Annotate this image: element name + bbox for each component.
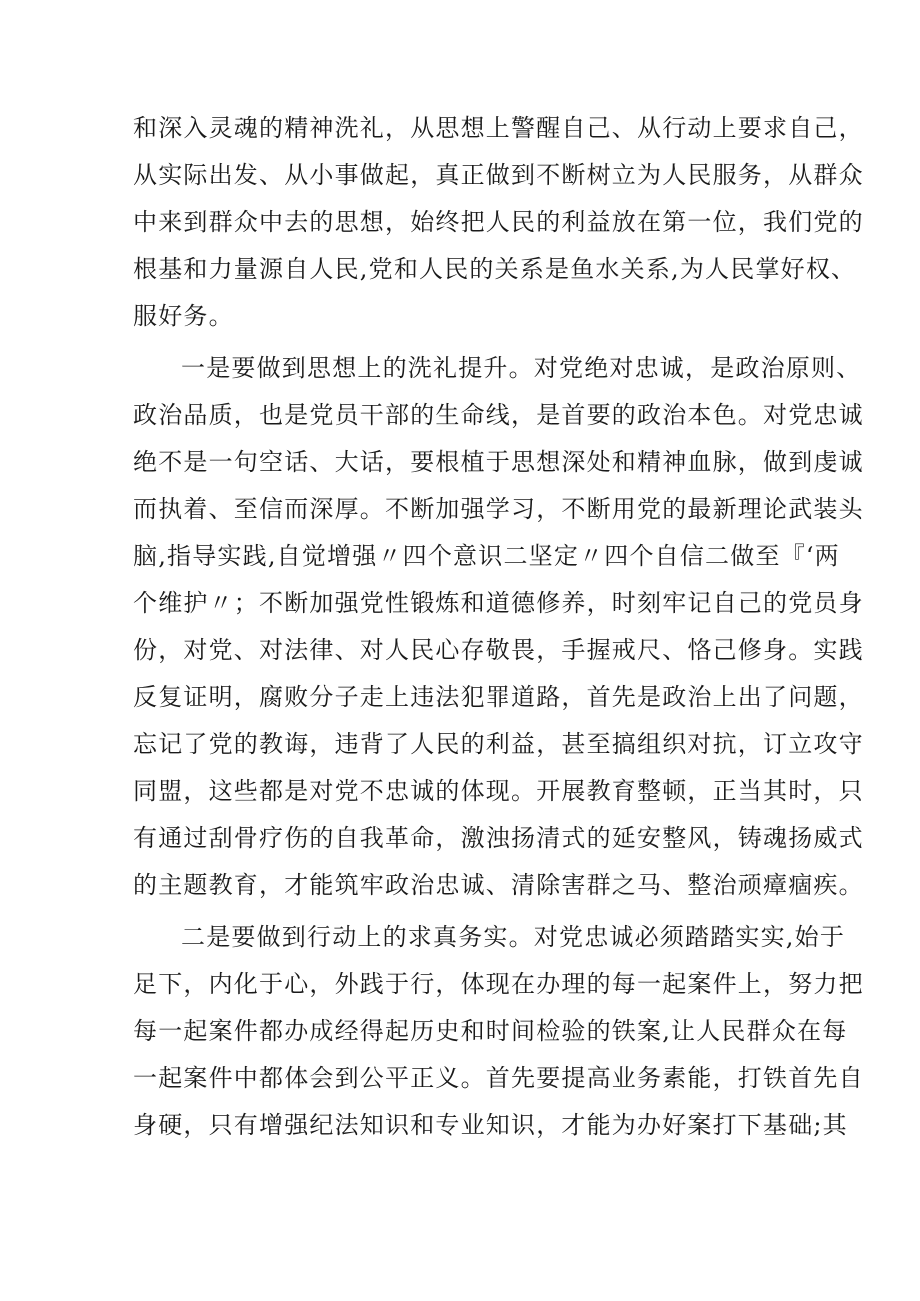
- paragraph-1-line-1: 和深入灵魂的精神洗礼，从思想上警醒自己、从行动上要求自己，: [133, 114, 864, 142]
- paragraph-2-line-4: 而执着、至信而深厚。不断加强学习，不断用党的最新理论武装头: [133, 495, 864, 523]
- paragraph-2-line-3: 绝不是一句空话、大话，要根植于思想深处和精神血脉，做到虔诚: [133, 448, 864, 476]
- paragraph-3-line-5: 身硬，只有增强纪法知识和专业知识，才能为办好案打下基础;其: [133, 1111, 848, 1139]
- paragraph-2-line-6: 个维护〃；不断加强党性锻炼和道德修养，时刻牢记自己的党员身: [133, 589, 864, 617]
- paragraph-2-line-12: 的主题教育，才能筑牢政治忠诚、清除害群之马、整治顽瘴痼疾。: [133, 871, 864, 899]
- paragraph-2-line-9: 忘记了党的教诲，违背了人民的利益，甚至搞组织对抗，订立攻守: [133, 730, 864, 758]
- paragraph-1-line-3: 中来到群众中去的思想，始终把人民的利益放在第一位，我们党的: [133, 208, 864, 236]
- paragraph-3-line-1: 二是要做到行动上的求真务实。对党忠诚必须踏踏实实,始于: [181, 923, 846, 951]
- paragraph-1-line-4: 根基和力量源自人民,党和人民的关系是鱼水关系,为人民掌好权、: [133, 255, 857, 283]
- paragraph-3-line-2: 足下，内化于心，外践于行，体现在办理的每一起案件上，努力把: [133, 970, 864, 998]
- paragraph-2-line-10: 同盟，这些都是对党不忠诚的体现。开展教育整顿，正当其时，只: [133, 777, 864, 805]
- paragraph-1-line-2: 从实际出发、从小事做起，真正做到不断树立为人民服务，从群众: [133, 161, 864, 189]
- paragraph-3-line-3: 每一起案件都办成经得起历史和时间检验的铁案,让人民群众在每: [133, 1017, 848, 1045]
- paragraph-2-line-5: 脑,指导实践,自觉增强〃四个意识二坚定〃四个自信二做至『‘两: [133, 542, 840, 570]
- paragraph-2-line-8: 反复证明，腐败分子走上违法犯罪道路，首先是政治上出了问题，: [133, 683, 864, 711]
- paragraph-2-line-1: 一是要做到思想上的洗礼提升。对党绝对忠诚，是政治原则、: [181, 354, 862, 382]
- paragraph-2-line-2: 政治品质，也是党员干部的生命线，是首要的政治本色。对党忠诚: [133, 401, 864, 429]
- paragraph-2-line-7: 份，对党、对法律、对人民心存敬畏，手握戒尺、恪己修身。实践: [133, 636, 864, 664]
- paragraph-1-line-5: 服好务。: [133, 302, 234, 330]
- paragraph-3-line-4: 一起案件中都体会到公平正义。首先要提高业务素能，打铁首先自: [133, 1064, 864, 1092]
- paragraph-2-line-11: 有通过刮骨疗伤的自我革命，激浊扬清式的延安整风，铸魂扬威式: [133, 824, 864, 852]
